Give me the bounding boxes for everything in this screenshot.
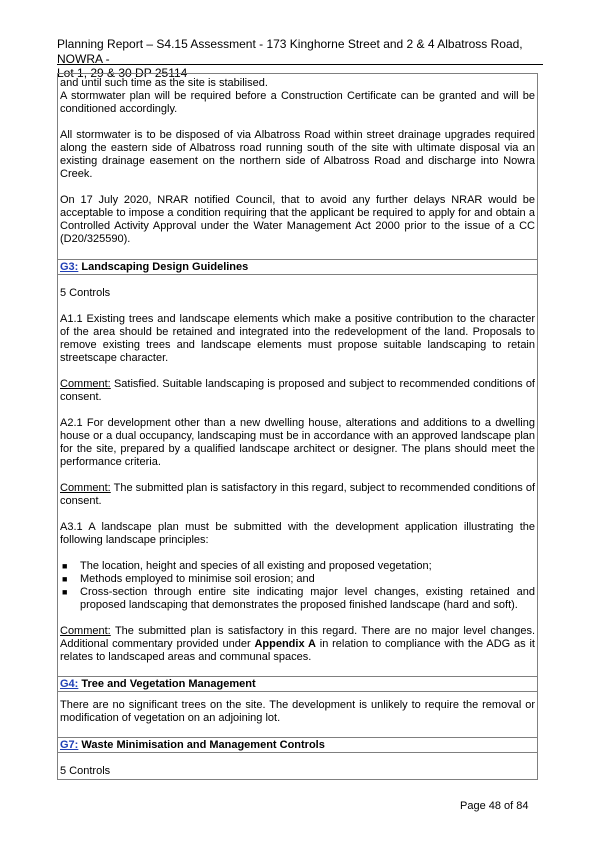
g4-text: There are no significant trees on the site. The development is unlikely to require the removal or modification of vegetation on an adjoining lot.: [60, 699, 535, 724]
header-line-2: Lot 1, 29 & 30 DP 25114: [57, 66, 188, 80]
stormwater-para-2: A stormwater plan will be required before a Construction Certificate can be granted and will be conditioned accordingly.: [60, 90, 535, 115]
g3-comment-1: [60, 378, 535, 404]
g3-comment-3: Comment: The submitted plan is satisfactory in this regard. There are no major level changes. Additional commentary provided under Appendix A in relation to compliance with the ADG as it relates to landscaped areas and communal spaces.: [60, 625, 535, 663]
g4-body: [58, 692, 537, 737]
bullet-icon: ■: [62, 561, 68, 571]
landscape-principles-list: [60, 560, 535, 612]
g3-title: Landscaping Design Guidelines: [78, 261, 249, 273]
g3-a3-1: A3.1 A landscape plan must be submitted with the development application illustrating the following landscape principles:: [60, 521, 535, 546]
comment-label: Comment:: [60, 482, 111, 494]
bullet-icon: ■: [62, 574, 68, 584]
appendix-reference: Appendix A: [254, 638, 316, 650]
page-number: Page 48 of 84: [460, 800, 529, 812]
g7-body: [58, 753, 537, 778]
comment-label: Comment:: [60, 625, 111, 637]
stormwater-para-1: and until such time as the site is stabilised.: [60, 77, 268, 89]
header-divider: [57, 64, 543, 65]
g7-section-header: [58, 737, 537, 753]
g7-controls-count: 5 Controls: [60, 765, 111, 777]
bullet-icon: ■: [62, 587, 68, 597]
list-item: ■ The location, height and species of all existing and proposed vegetation;: [62, 560, 432, 572]
list-item: ■ Cross-section through entire site indicating major level changes, existing retained and proposed landscaping that demonstrates the proposed finished landscape (hard and soft).: [62, 586, 535, 611]
comment-text: The submitted plan is satisfactory in this regard, subject to recommended conditions of consent.: [60, 482, 535, 507]
g4-title: Tree and Vegetation Management: [78, 678, 256, 690]
list-item: ■ Methods employed to minimise soil erosion; and: [62, 573, 315, 585]
g3-a1-1: A1.1 Existing trees and landscape elements which make a positive contribution to the character of the area should be retained and integrated into the redevelopment of the land. Proposals to remove existing trees and landscape elements must propose suitable landscaping to retain streetscape character.: [60, 313, 535, 364]
g4-link[interactable]: G4:: [60, 678, 79, 690]
g7-title: Waste Minimisation and Management Controls: [78, 739, 325, 751]
g7-link[interactable]: G7:: [60, 739, 79, 751]
g3-comment-2: [60, 482, 535, 508]
g3-section-header: [58, 259, 537, 275]
header-line-1: Planning Report – S4.15 Assessment - 173 Kinghorne Street and 2 & 4 Albatross Road, NOWRA -: [57, 37, 523, 66]
comment-text: Satisfied. Suitable landscaping is proposed and subject to recommended conditions of consent.: [60, 378, 535, 403]
g3-a2-1: A2.1 For development other than a new dwelling house, alterations and additions to a dwelling house or a dual occupancy, landscaping must be in accordance with an approved landscape plan for the site, prepared by a qualified landscape architect or designer. The plans should meet the performance criteria.: [60, 417, 535, 468]
g4-section-header: [58, 676, 537, 692]
stormwater-block: [58, 74, 537, 259]
stormwater-para-4: On 17 July 2020, NRAR notified Council, that to avoid any further delays NRAR would be acceptable to impose a condition requiring that the applicant be required to apply for and obtain a Controlled Activity Approval under the Water Management Act 2000 prior to the issue of a CC (D20/325590).: [60, 194, 535, 245]
g3-controls-count: 5 Controls: [60, 287, 111, 299]
comment-label: Comment:: [60, 378, 111, 390]
report-table: [57, 73, 538, 780]
g3-link[interactable]: G3:: [60, 261, 79, 273]
stormwater-para-3: All stormwater is to be disposed of via Albatross Road within street drainage upgrades required along the eastern side of Albatross road running south of the site with ultimate disposal via an existing drainage easement on the northern side of Albatross Road and discharge into Nowra Creek.: [60, 129, 535, 180]
g3-body: [58, 275, 537, 676]
